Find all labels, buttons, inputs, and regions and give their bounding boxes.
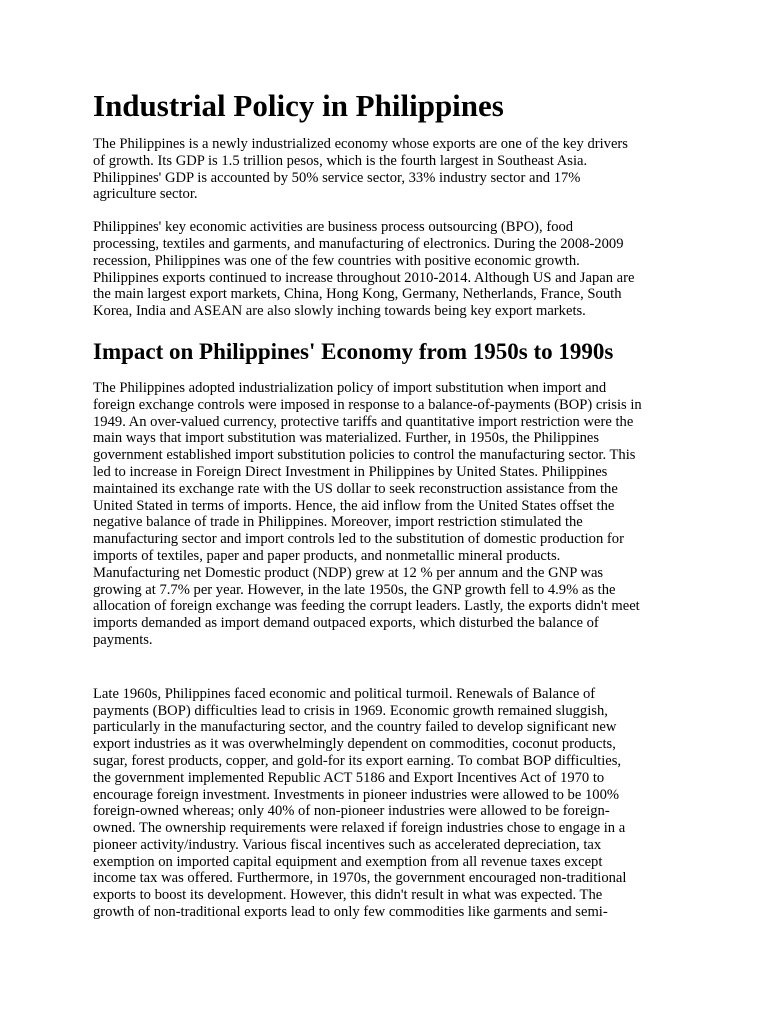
text-line: Philippines' GDP is accounted by 50% service sector, 33% industry sector and 17% [93,169,581,186]
text-line: owned. The ownership requirements were relaxed if foreign industries chose to engage in a [93,820,626,837]
text-line: negative balance of trade in Philippines. Moreover, import restriction stimulated the [93,514,583,531]
text-line: exemption on imported capital equipment and exemption from all revenue taxes except [93,853,603,870]
document-title: Industrial Policy in Philippines [93,88,504,123]
text-line: payments (BOP) difficulties lead to crisis in 1969. Economic growth remained sluggish, [93,702,608,719]
section-heading: Impact on Philippines' Economy from 1950s to 1990s [93,338,614,364]
text-line: government established import substitution policies to control the manufacturing sector. This [93,447,636,464]
text-line: The Philippines adopted industrialization policy of import substitution when import and [93,379,607,396]
text-line: growing at 7.7% per year. However, in the late 1950s, the GNP growth fell to 4.9% as the [93,581,616,598]
text-line: Late 1960s, Philippines faced economic and political turmoil. Renewals of Balance of [93,685,596,702]
document-page [93,88,685,937]
text-line: United Stated in terms of imports. Hence, the aid inflow from the United States offset the [93,497,615,514]
text-line: pioneer activity/industry. Various fiscal incentives such as accelerated depreciation, tax [93,836,602,853]
text-line: particularly in the manufacturing sector, and the country failed to develop significant new [93,719,617,736]
text-line: processing, textiles and garments, and manufacturing of electronics. During the 2008-2009 [93,235,624,252]
text-line: Manufacturing net Domestic product (NDP) grew at 12 % per annum and the GNP was [93,564,604,581]
text-line: maintained its exchange rate with the US dollar to seek reconstruction assistance from the [93,480,618,497]
intro-paragraph-2 [93,219,685,320]
text-line: growth of non-traditional exports lead to only few commodities like garments and semi- [93,904,608,921]
text-line: sugar, forest products, copper, and gold-for its export earning. To combat BOP difficulties, [93,752,622,769]
text-line: imports of textiles, paper and paper products, and nonmetallic mineral products. [93,547,561,564]
text-line: export industries as it was overwhelmingly dependent on commodities, coconut products, [93,736,616,753]
text-line: imports demanded as import demand outpaced exports, which disturbed the balance of [93,615,599,632]
text-line: foreign-owned whereas; only 40% of non-pioneer industries were allowed to be foreign- [93,803,610,820]
text-line: Philippines' key economic activities are business process outsourcing (BPO), food [93,219,574,236]
text-line: payments. [93,631,153,648]
text-line: of growth. Its GDP is 1.5 trillion pesos, which is the fourth largest in Southeast Asia. [93,152,588,169]
section-paragraph-1 [93,380,685,649]
text-line: allocation of foreign exchange was feeding the corrupt leaders. Lastly, the exports didn't meet [93,598,640,615]
intro-paragraph-1 [93,136,685,203]
text-line: led to increase in Foreign Direct Investment in Philippines by United States. Philippines [93,463,608,480]
text-line: exports to boost its development. However, this didn't result in what was expected. The [93,887,603,904]
section-paragraph-2 [93,686,685,921]
text-line: agriculture sector. [93,186,198,203]
text-line: manufacturing sector and import controls led to the substitution of domestic production for [93,531,624,548]
text-line: the government implemented Republic ACT 5186 and Export Incentives Act of 1970 to [93,769,605,786]
text-line: The Philippines is a newly industrialized economy whose exports are one of the key drivers [93,136,628,152]
text-line: Philippines exports continued to increase throughout 2010-2014. Although US and Japan are [93,269,635,286]
text-line: the main largest export markets, China, Hong Kong, Germany, Netherlands, France, South [93,286,622,303]
text-line: 1949. An over-valued currency, protective tariffs and quantitative import restriction were the [93,413,634,430]
text-line: encourage foreign investment. Investments in pioneer industries were allowed to be 100% [93,786,620,803]
text-line: main ways that import substitution was materialized. Further, in 1950s, the Philippines [93,430,600,447]
text-line: income tax was offered. Furthermore, in 1970s, the government encouraged non-traditional [93,870,627,887]
text-line: foreign exchange controls were imposed in response to a balance-of-payments (BOP) crisis in [93,396,642,413]
text-line: Korea, India and ASEAN are also slowly inching towards being key export markets. [93,303,586,320]
paragraph-gap [93,665,685,686]
text-line: recession, Philippines was one of the few countries with positive economic growth. [93,252,580,269]
